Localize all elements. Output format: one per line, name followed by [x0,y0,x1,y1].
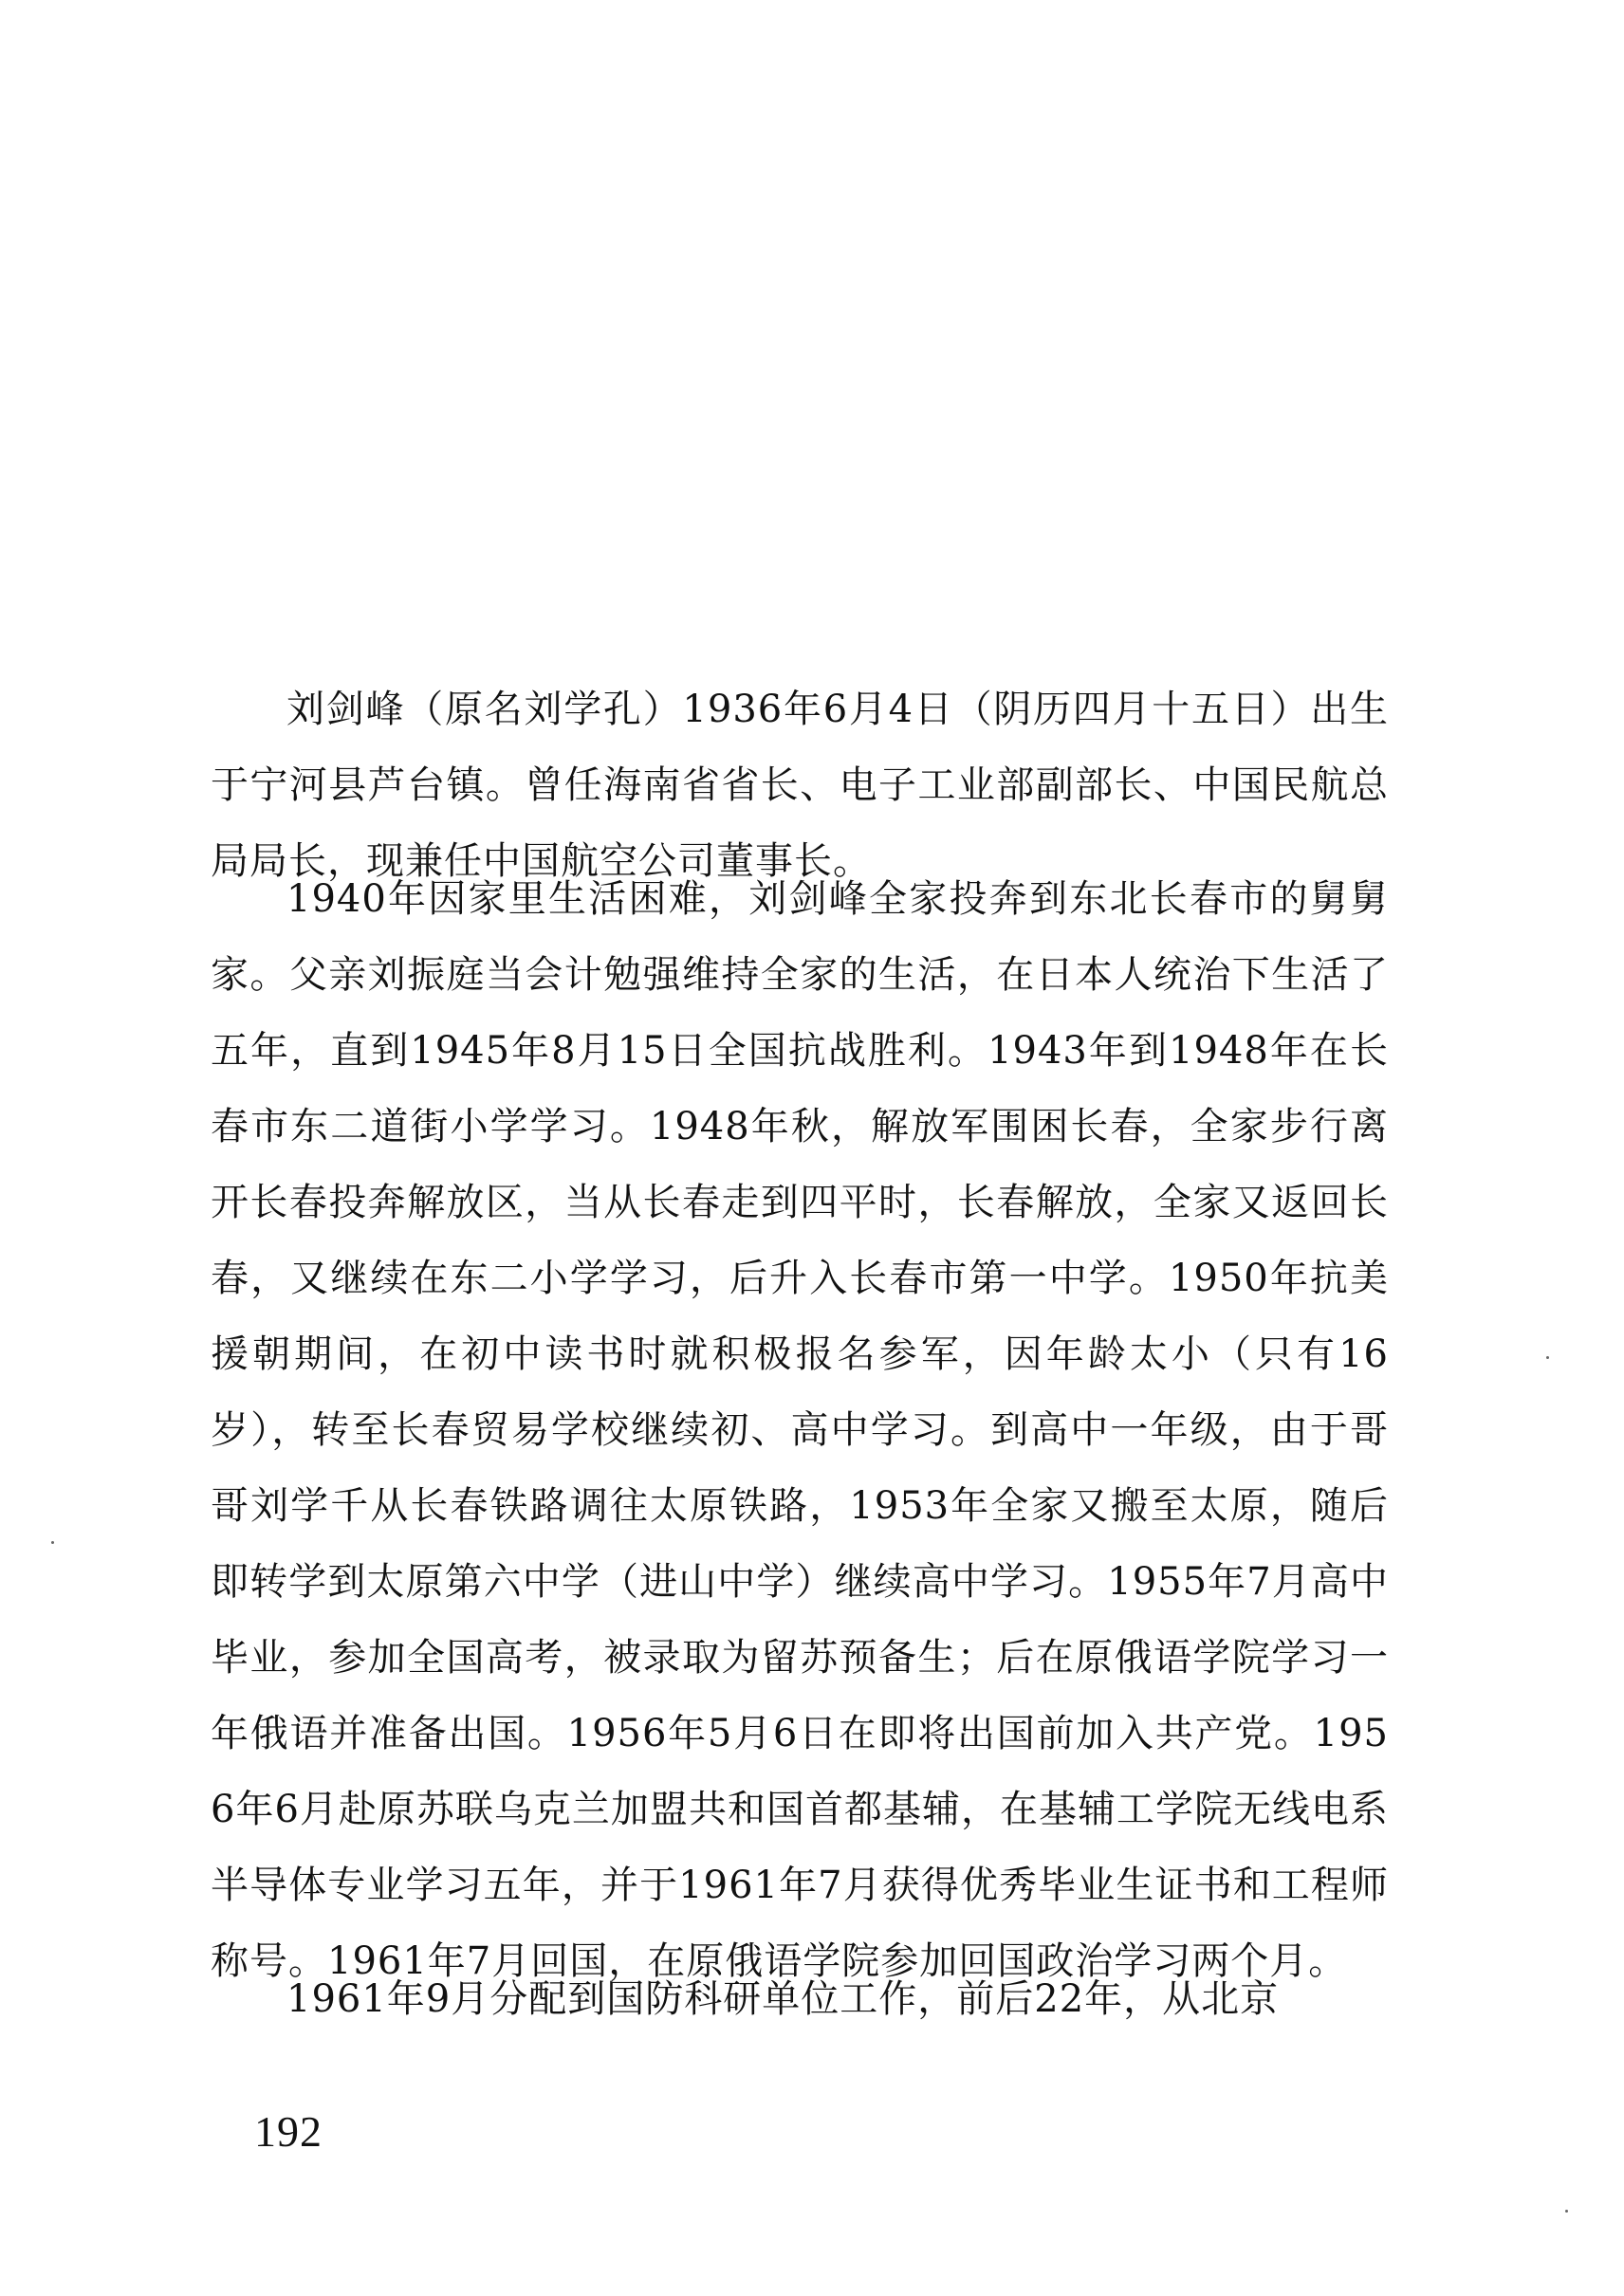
paragraph-text: 1961年9月分配到国防科研单位工作，前后22年，从北京 [286,1977,1280,2021]
scan-speck [51,1541,54,1544]
scan-speck [1546,1356,1549,1359]
paragraph-early-life [211,861,1389,1999]
paragraph-text: 刘剑峰（原名刘学孔）1936年6月4日（阴历四月十五日）出生于宁河县芦台镇。曾任海南省省长、电子工业部副部长、中国民航总局局长，现兼任中国航空公司董事长。 [211,688,1389,883]
page-number: 192 [254,2107,323,2156]
paragraph-text: 1940年因家里生活困难，刘剑峰全家投奔到东北长春市的舅舅家。父亲刘振庭当会计勉强维持全家的生活，在日本人统治下生活了五年，直到1945年8月15日全国抗战胜利。1943年到1948年在长春市东二道街小学学习。1948年秋，解放军围困长春，全家步行离开长春投奔解放区，当从长春走到四平时，长春解放，全家又返回长春，又继续在东二小学学习，后升入长春市第一中学。1950年抗美援朝期间，在初中读书时就积极报名参军，因年龄太小（只有16岁），转至长春贸易学校继续初、高中学习。到高中一年级，由于哥哥刘学千从长春铁路调往太原铁路，1953年全家又搬至太原，随后即转学到太原第六中学（进山中学）继续高中学习。1955年7月高中毕业，参加全国高考，被录取为留苏预备生；后在原俄语学院学习一年俄语并准备出国。1956年5月6日在即将出国前加入共产党。1956年6月赴原苏联乌克兰加盟共和国首都基辅，在基辅工学院无线电系半导体专业学习五年，并于1961年7月获得优秀毕业生证书和工程师称号。1961年7月回国，在原俄语学院参加回国政治学习两个月。 [211,877,1389,1983]
paragraph-career-start [211,1961,1389,2037]
scan-speck [1565,2210,1568,2213]
